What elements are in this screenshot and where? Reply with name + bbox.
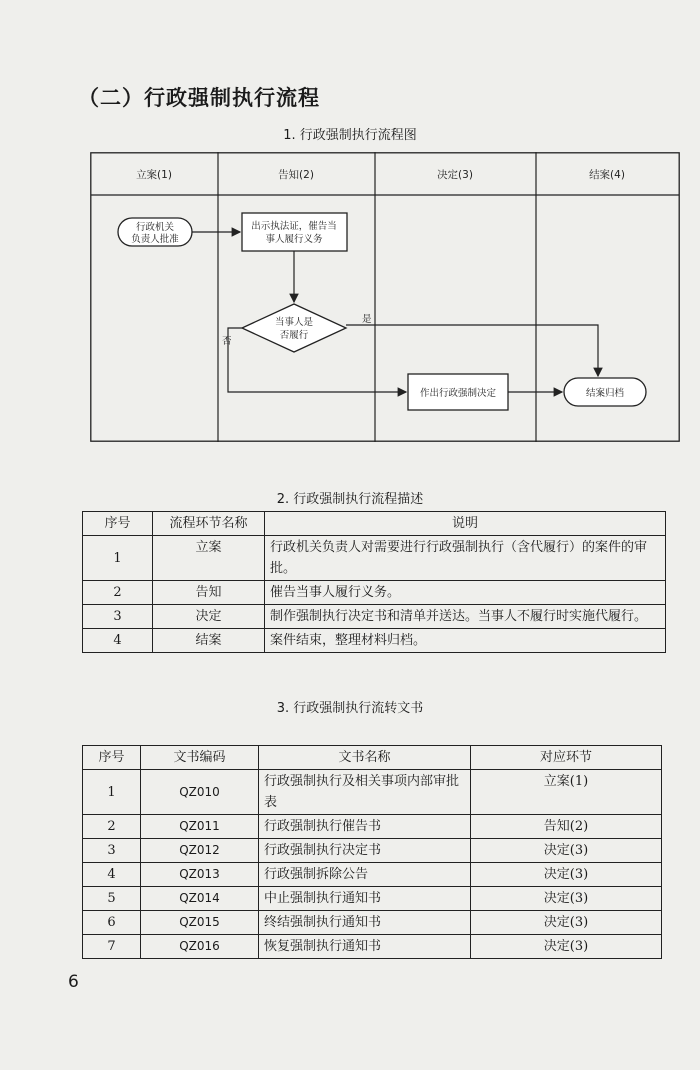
table-header-row [83, 512, 666, 536]
row-no: 1 [83, 770, 141, 815]
row-no: 3 [83, 839, 141, 863]
table-row [83, 839, 662, 863]
row-desc: 行政机关负责人对需要进行行政强制执行（含代履行）的案件的审批。 [265, 536, 666, 581]
lane-header-1: 立案(1) [136, 169, 172, 181]
row-step-name: 立案 [153, 536, 265, 581]
edge-label-no: 否 [222, 336, 232, 347]
row-doc-name: 行政强制执行决定书 [259, 839, 471, 863]
row-doc-name: 行政强制执行催告书 [259, 815, 471, 839]
row-no: 4 [83, 629, 153, 653]
table-row [83, 581, 666, 605]
row-no: 2 [83, 581, 153, 605]
notice-label-line2: 事人履行义务 [265, 234, 323, 245]
decision-diamond [242, 304, 346, 352]
decision-label-line1: 当事人是 [274, 317, 314, 328]
row-step-name: 告知 [153, 581, 265, 605]
table-row [83, 887, 662, 911]
lane-header-4: 结案(4) [589, 169, 625, 181]
table-row [83, 770, 662, 815]
row-code: QZ010 [141, 770, 259, 815]
table-row [83, 536, 666, 581]
row-no: 5 [83, 887, 141, 911]
header-step: 对应环节 [471, 746, 662, 770]
header-no: 序号 [83, 746, 141, 770]
close-label: 结案归档 [585, 388, 625, 399]
row-no: 7 [83, 935, 141, 959]
lane-header-2: 告知(2) [278, 169, 314, 181]
enforce-label: 作出行政强制决定 [419, 388, 497, 399]
row-doc-name: 行政强制执行及相关事项内部审批表 [259, 770, 471, 815]
row-doc-name: 行政强制拆除公告 [259, 863, 471, 887]
notice-process [242, 213, 347, 251]
row-step: 决定(3) [471, 863, 662, 887]
row-step-name: 决定 [153, 605, 265, 629]
row-step: 决定(3) [471, 839, 662, 863]
row-desc: 案件结束，整理材料归档。 [265, 629, 666, 653]
table-row [83, 911, 662, 935]
row-step: 决定(3) [471, 911, 662, 935]
section-title: （二）行政强制执行流程 [78, 86, 320, 110]
row-step: 决定(3) [471, 935, 662, 959]
decision-label-line2: 否履行 [279, 330, 309, 341]
page-number: 6 [68, 972, 79, 992]
row-no: 2 [83, 815, 141, 839]
row-no: 3 [83, 605, 153, 629]
row-code: QZ015 [141, 911, 259, 935]
row-desc: 催告当事人履行义务。 [265, 581, 666, 605]
row-code: QZ013 [141, 863, 259, 887]
document-table [82, 745, 662, 959]
row-code: QZ012 [141, 839, 259, 863]
document-table-title: 3. 行政强制执行流转文书 [276, 701, 424, 716]
table-header-row [83, 746, 662, 770]
row-desc: 制作强制执行决定书和清单并送达。当事人不履行时实施代履行。 [265, 605, 666, 629]
row-code: QZ011 [141, 815, 259, 839]
edge-label-yes: 是 [362, 314, 372, 325]
description-table [82, 511, 666, 653]
description-table-title: 2. 行政强制执行流程描述 [276, 492, 424, 507]
header-desc: 说明 [265, 512, 666, 536]
start-label-line2: 负责人批准 [131, 234, 179, 245]
flowchart [90, 152, 680, 442]
edge-decision-yes [346, 325, 598, 376]
table-row [83, 605, 666, 629]
row-step: 告知(2) [471, 815, 662, 839]
row-doc-name: 中止强制执行通知书 [259, 887, 471, 911]
header-code: 文书编码 [141, 746, 259, 770]
start-label-line1: 行政机关 [135, 222, 175, 233]
table-row [83, 815, 662, 839]
header-doc-name: 文书名称 [259, 746, 471, 770]
header-step-name: 流程环节名称 [153, 512, 265, 536]
notice-label-line1: 出示执法证，催告当 [251, 221, 337, 232]
row-doc-name: 终结强制执行通知书 [259, 911, 471, 935]
row-step: 决定(3) [471, 887, 662, 911]
flowchart-title: 1. 行政强制执行流程图 [283, 128, 417, 143]
row-code: QZ014 [141, 887, 259, 911]
row-no: 4 [83, 863, 141, 887]
table-row [83, 863, 662, 887]
row-no: 6 [83, 911, 141, 935]
row-doc-name: 恢复强制执行通知书 [259, 935, 471, 959]
row-no: 1 [83, 536, 153, 581]
table-row [83, 629, 666, 653]
row-step-name: 结案 [153, 629, 265, 653]
header-no: 序号 [83, 512, 153, 536]
table-row [83, 935, 662, 959]
row-step: 立案(1) [471, 770, 662, 815]
row-code: QZ016 [141, 935, 259, 959]
lane-header-3: 决定(3) [437, 169, 473, 181]
